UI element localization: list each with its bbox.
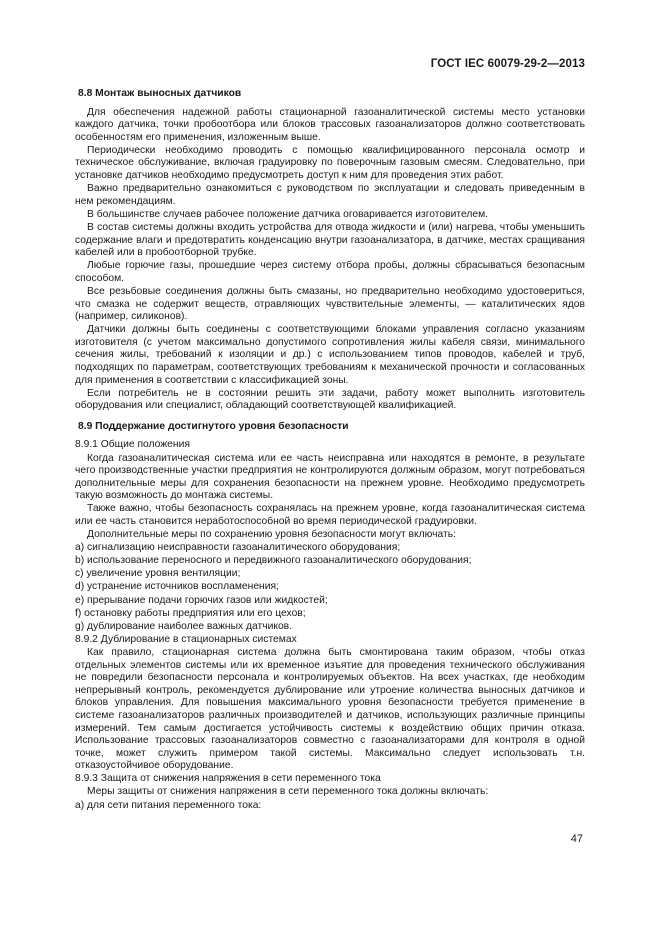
list-item: а) для сети питания переменного тока:	[75, 799, 262, 811]
section-heading-8-8: 8.8 Монтаж выносных датчиков	[78, 88, 242, 99]
paragraph: Любые горючие газы, прошедшие через систему отбора пробы, должны сбрасываться безопасным способом.	[75, 260, 585, 284]
subsection-heading-8-9-3: 8.9.3 Защита от снижения напряжения в сети переменного тока	[75, 773, 381, 785]
paragraph: Периодически необходимо проводить с помощью квалифицированного персонала осмотр и техническое обслуживание, включая градуировку по поверочным газовым смесям. Следовательно, при установке датчиков необходимо предусмотреть доступ к ним для проведения этих работ.	[75, 144, 585, 182]
page-body	[75, 84, 585, 813]
paragraph: Если потребитель не в состоянии решить эти задачи, работу может выполнить изготовитель оборудования или специалист, обладающий соответствующей квалификацией.	[75, 387, 585, 412]
section-heading-8-9: 8.9 Поддержание достигнутого уровня безопасности	[78, 420, 349, 432]
list-item: a) сигнализацию неисправности газоаналитического оборудования;	[75, 542, 401, 554]
paragraph: Как правило, стационарная система должна быть смонтирована таким образом, чтобы отказ отдельных элементов системы или их временное изъятие для проведения технического обслуживания не повредили безопасности персонала и контролируемых объектов. На всех участках, где необходим непрерывный контроль, рекомендуется дублирование или утроение количества выносных датчиков и блоков управления. Для повышения максимального уровня безопасности требуется применение в системе газоанализаторов различных производителей и датчиков, использующих различные принципы измерений. Тем самым достигается устойчивость системы к воздействию общих причин отказа. Использование трассовых газоанализаторов совместно с газоанализаторами для контроля в одной точке, может служить примером такой системы. Максимально следует использовать т.н. отказоустойчивое оборудование.	[75, 646, 585, 772]
paragraph: Дополнительные меры по сохранению уровня безопасности могут включать:	[87, 529, 456, 541]
paragraph: Когда газоаналитическая система или ее часть неисправна или находятся в ремонте, в результате чего производственные участки предприятия не контролируются должным образом, могут потребоваться дополнительные меры для сохранения безопасности на прежнем уровне. Необходимо предусмотреть такую возможность до монтажа системы.	[75, 452, 585, 502]
list-item: f) остановку работы предприятия или его цехов;	[75, 607, 306, 619]
paragraph: В состав системы должны входить устройства для отвода жидкости и (или) нагрева, чтобы уменьшить содержание влаги и предотвратить конденсацию внутри газоанализатора, в датчике, местах сращивания кабелей или в пробоотборной трубке.	[75, 221, 585, 259]
paragraph: Меры защиты от снижения напряжения в сети переменного тока должны включать:	[87, 786, 489, 798]
document-header: ГОСТ IEC 60079-29-2—2013	[430, 58, 585, 70]
subsection-heading-8-9-1: 8.9.1 Общие положения	[75, 439, 190, 451]
paragraph: В большинстве случаев рабочее положение датчика оговаривается изготовителем.	[87, 208, 489, 220]
page-number: 47	[570, 833, 583, 845]
paragraph: Датчики должны быть соединены с соответствующими блоками управления согласно указаниям изготовителя (с учетом максимально допустимого сопротивления жилы кабеля связи, минимального сечения жилы, требований к изоляции и др.) с использованием типов проводов, кабелей и труб, подходящих по параметрам, соответствующих требованиям к механической прочности и согласованных для применения в соответствии с классификацией зоны.	[75, 324, 585, 386]
paragraph: Также важно, чтобы безопасность сохранялась на прежнем уровне, когда газоаналитическая система или ее часть становится неработоспособной во время периодической градуировки.	[75, 503, 585, 527]
list-item: b) использование переносного и передвижного газоаналитического оборудования;	[75, 555, 472, 567]
paragraph: Важно предварительно ознакомиться с руководством по эксплуатации и следовать приведенным в нем рекомендациям.	[75, 183, 585, 207]
list-item: e) прерывание подачи горючих газов или жидкостей;	[75, 594, 328, 606]
paragraph: Для обеспечения надежной работы стационарной газоаналитической системы место установки каждого датчика, точки пробоотбора или блоков трассовых газоанализаторов должно соответствовать особенностям его применения, изложенным выше.	[75, 106, 585, 143]
subsection-heading-8-9-2: 8.9.2 Дублирование в стационарных системах	[75, 633, 297, 645]
list-item: g) дублирование наиболее важных датчиков.	[75, 620, 293, 632]
list-item: d) устранение источников воспламенения;	[75, 581, 279, 593]
paragraph: Все резьбовые соединения должны быть смазаны, но предварительно необходимо удостовериться, что смазка не содержит веществ, отравляющих чувствительные элементы, — каталитических ядов (например, силиконов).	[75, 285, 585, 323]
list-item: c) увеличение уровня вентиляции;	[75, 568, 241, 580]
